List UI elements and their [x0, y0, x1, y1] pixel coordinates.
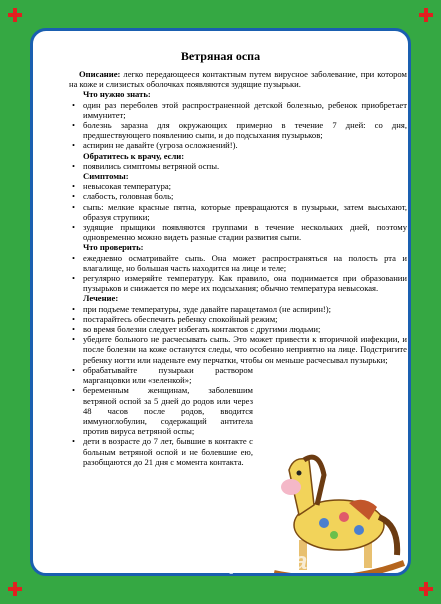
- list-item: • один раз переболев этой распространенной детской болезнью, ребенок приобретает иммунитет;: [69, 100, 407, 120]
- list-item: • ежедневно осматривайте сыпь. Она может распространяться на полость рта и влагалище, но большая часть находится на лице и теле;: [69, 253, 407, 273]
- card-content: [69, 69, 407, 467]
- red-cross-icon: [8, 8, 22, 22]
- description: [69, 69, 407, 89]
- red-cross-icon: [8, 582, 22, 596]
- red-cross-icon: [419, 8, 433, 22]
- list-item: • аспирин не давайте (угроза осложнений!).: [69, 140, 407, 150]
- info-card: [30, 28, 411, 576]
- treatment-list: [69, 304, 407, 365]
- list-item: • беременным женщинам, заболевшим ветряной оспой за 5 дней до родов или через 48 часов после родов, вводится иммуноглобулин, содержащий антитела против вируса ветряной оспы;: [69, 385, 253, 436]
- list-item: • при подъеме температуры, зуде давайте парацетамол (не аспирин!);: [69, 304, 407, 314]
- know-list: [69, 100, 407, 151]
- check-list: [69, 253, 407, 294]
- section-heading: Что проверить:: [83, 242, 144, 253]
- list-item: • болезнь заразна для окружающих примерно в течение 7 дней: со дня, предшествующего появлению сыпи, и до подсыхания пузырьков;: [69, 120, 407, 140]
- description-text: легко передающееся контактным путем вирусное заболевание, при котором на коже и слизистых оболочках появляются зудящие пузырьки.: [69, 69, 407, 90]
- section-heading: Обратитесь к врачу, если:: [83, 150, 185, 161]
- doctor-list: [69, 161, 407, 171]
- list-item: • невысокая температура;: [69, 181, 407, 191]
- section-heading: Что нужно знать:: [83, 89, 151, 100]
- list-item: • обрабатывайте пузырьки раствором марганцовки или «зеленкой»;: [69, 365, 253, 385]
- description-label: Описание:: [79, 69, 121, 79]
- list-item: • дети в возрасте до 7 лет, бывшие в контакте с больным ветряной оспой и не болевшие ею, разобщаются до 21 дня с момента контакта.: [69, 436, 253, 467]
- red-cross-icon: [419, 582, 433, 596]
- list-item: • появились симптомы ветряной оспы.: [69, 161, 407, 171]
- list-item: • регулярно измеряйте температуру. Как правило, она поднимается при образовании пузырьков и снижается по мере их подсыхания; обычно температура невысокая.: [69, 273, 407, 293]
- page-title: Ветряная оспа: [180, 49, 261, 63]
- list-item: • во время болезни следует избегать контактов с другими людьми;: [69, 324, 407, 334]
- watermark: postila.ru: [230, 548, 339, 575]
- section-heading: Симптомы:: [83, 171, 129, 182]
- section-heading: Лечение:: [83, 293, 119, 304]
- symptoms-list: [69, 181, 407, 242]
- list-item: • убедите больного не расчесывать сыпь. Это может привести к вторичной инфекции, и после болезни на коже останутся следы, что особенно неприятно на лице. Подстригите ребенку ногти или наденьте ему перчатки, чтобы он меньше расчесывал пузырьки;: [69, 334, 407, 365]
- list-item: • слабость, головная боль;: [69, 191, 407, 201]
- list-item: • зудящие прыщики появляются группами в течение нескольких дней, поэтому одновременно можно видеть разные стадии развития сыпи.: [69, 222, 407, 242]
- list-item: • постарайтесь обеспечить ребенку спокойный режим;: [69, 314, 407, 324]
- list-item: • сыпь: мелкие красные пятна, которые превращаются в пузырьки, затем высыхают, образуя струпики;: [69, 202, 407, 222]
